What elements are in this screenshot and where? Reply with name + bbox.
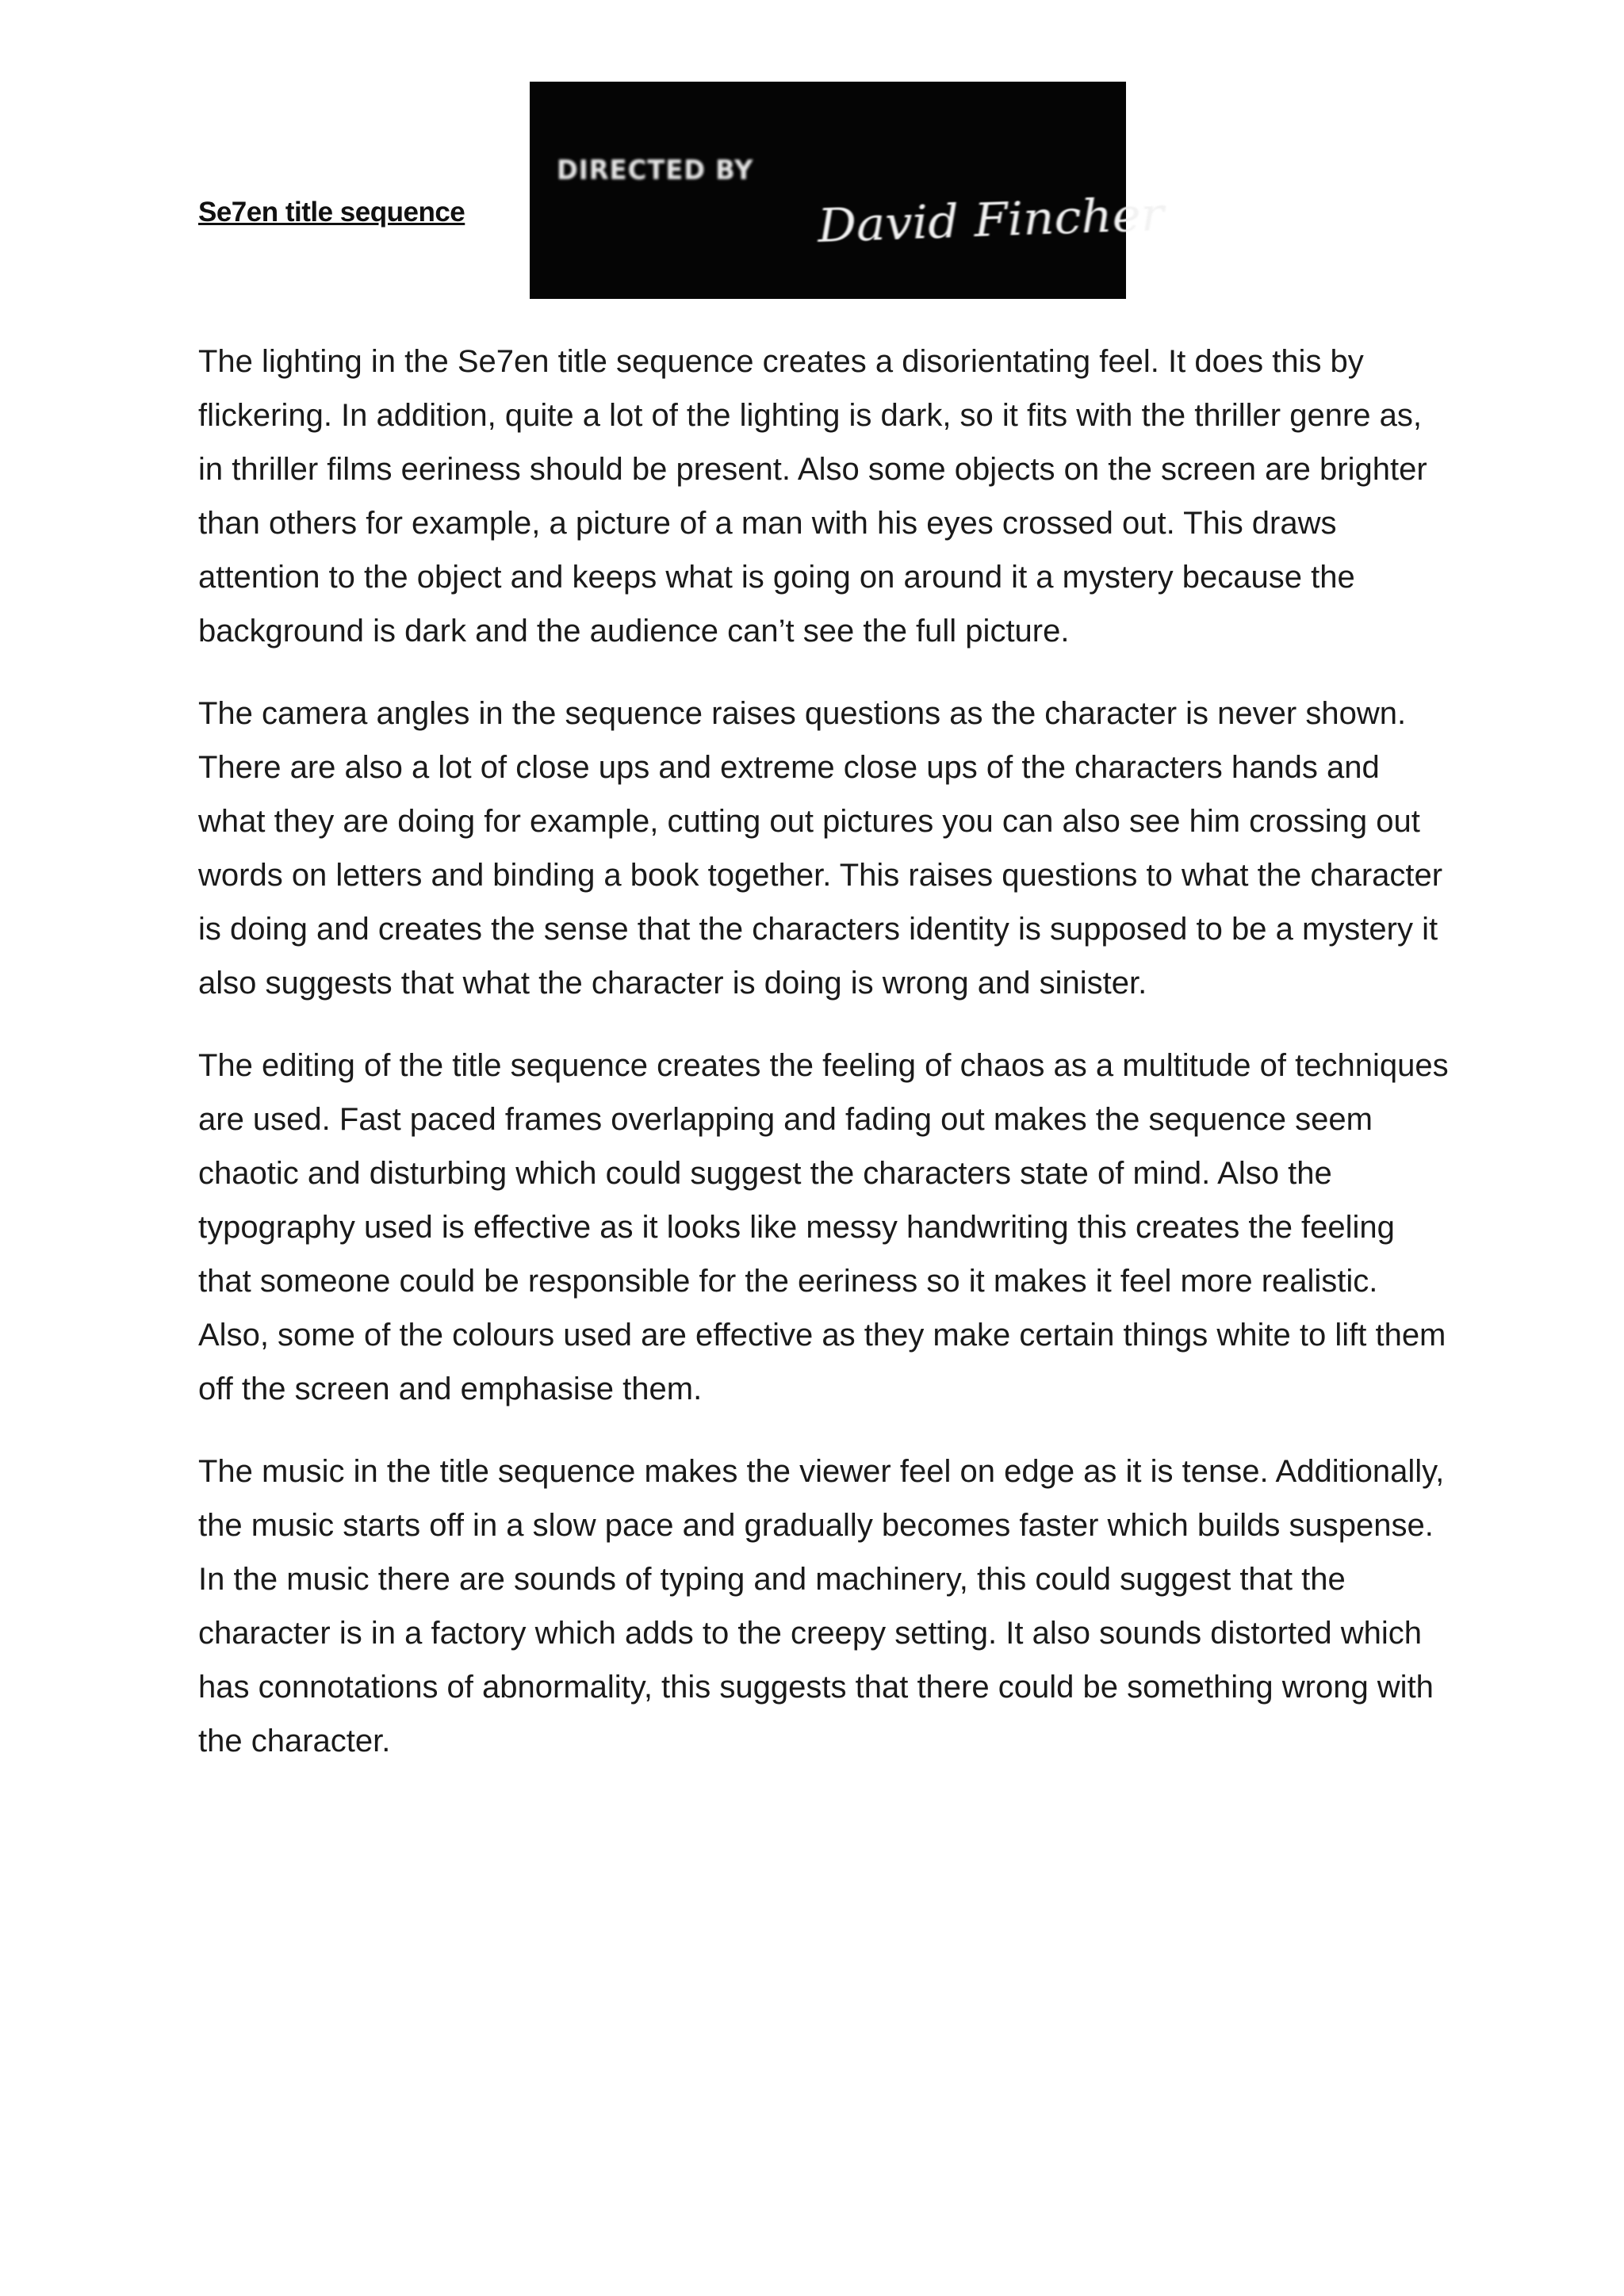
paragraph-camera-angles: The camera angles in the sequence raises questions as the character is never shown. There are also a lot of close ups and extreme close ups of the characters hands and what they are doing for example, cutting out pictures you can also see him crossing out words on letters and binding a book together. This raises questions to what the character is doing and creates the sense that the characters identity is supposed to be a mystery it also suggests that what the character is doing is wrong and sinister. — [198, 696, 1443, 1001]
paragraph-editing: The editing of the title sequence creates the feeling of chaos as a multitude of techniques are used. Fast paced frames overlapping and fading out makes the sequence seem chaotic and disturbing which could suggest the characters state of mind. Also the typography used is effective as it looks like messy handwriting this creates the feeling that someone could be responsible for the eeriness so it makes it feel more realistic. Also, some of the colours used are effective as they make certain things white to lift them off the screen and emphasise them. — [198, 1048, 1449, 1406]
paragraph-music: The music in the title sequence makes the viewer feel on edge as it is tense. Additionally, the music starts off in a slow pace and gradually becomes faster which builds suspense. In the music there are sounds of typing and machinery, this could suggest that the character is in a factory which adds to the creepy setting. It also sounds distorted which has connotations of abnormality, this suggests that there could be something wrong with the character. — [198, 1454, 1445, 1758]
director-name-caption: David Fincher — [817, 186, 1165, 253]
document-title: Se7en title sequence — [198, 197, 465, 228]
title-sequence-still — [530, 82, 1165, 299]
document-body — [198, 335, 1451, 1797]
paragraph-lighting: The lighting in the Se7en title sequence creates a disorientating feel. It does this by flickering. In addition, quite a lot of the lighting is dark, so it fits with the thriller genre as, in thriller films eeriness should be present. Also some objects on the screen are brighter than others for example, a picture of a man with his eyes crossed out. This draws attention to the object and keeps what is going on around it a mystery because the background is dark and the audience can’t see the full picture. — [198, 344, 1427, 649]
directed-by-caption: DIRECTED BY — [557, 155, 754, 186]
